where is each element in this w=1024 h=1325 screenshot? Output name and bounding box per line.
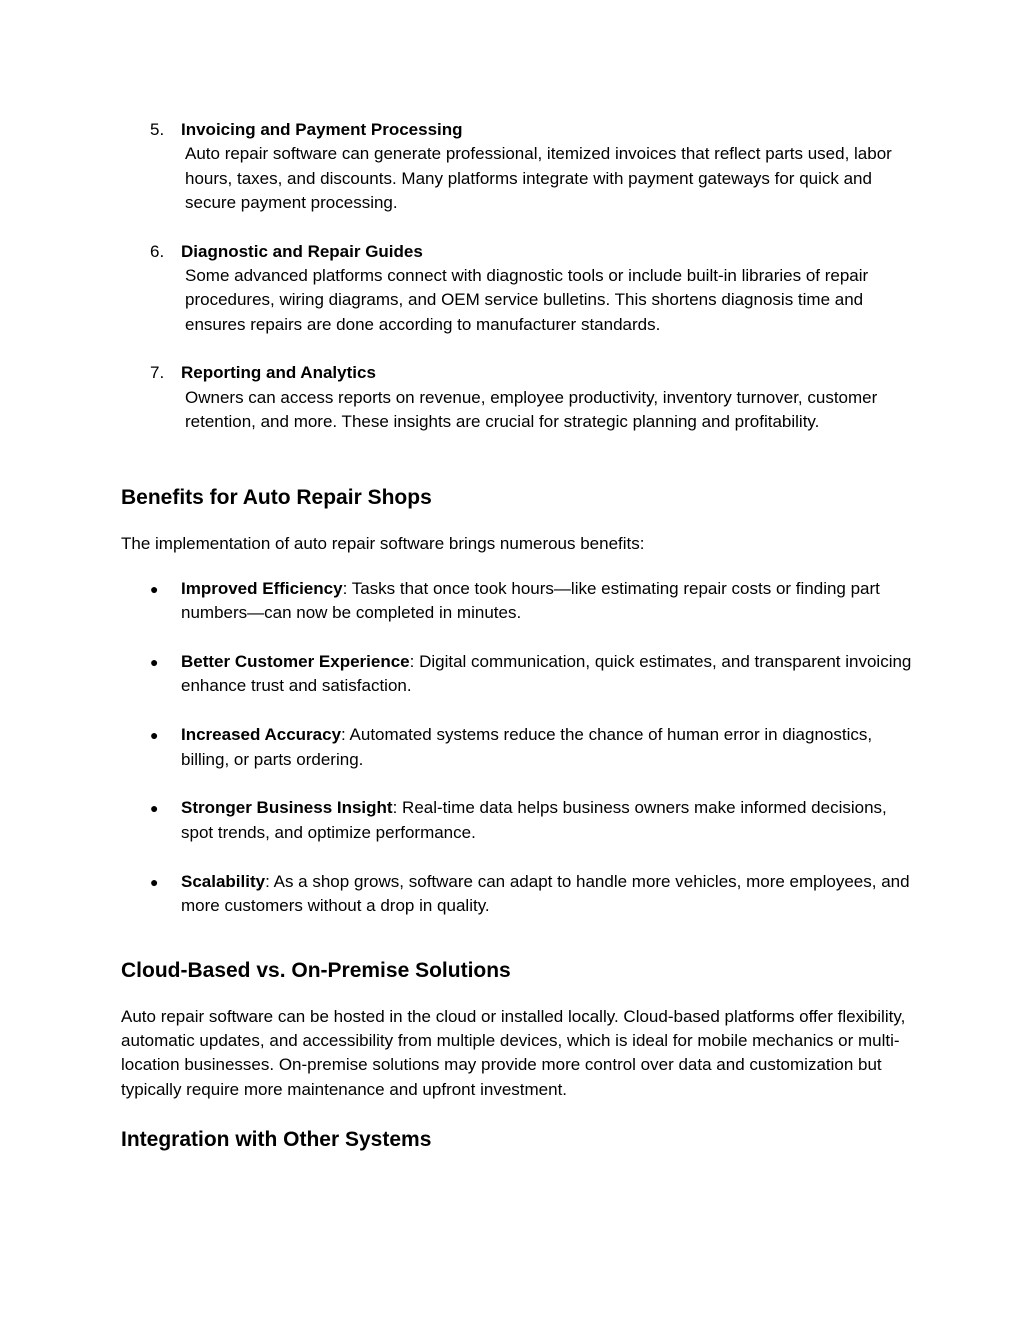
list-item — [121, 240, 914, 338]
list-item — [121, 870, 914, 919]
list-item — [121, 577, 914, 626]
list-item-title: Reporting and Analytics — [181, 363, 376, 383]
list-item-description: Owners can access reports on revenue, employee productivity, inventory turnover, customer retention, and more. These insights are crucial for strategic planning and profitability. — [185, 387, 878, 432]
cloud-paragraph: Auto repair software can be hosted in the cloud or installed locally. Cloud-based platforms offer flexibility, automatic updates, and accessibility from multiple devices, which is ideal for mobile mechanics or multi-location businesses. On-premise solutions may provide more control over data and customization but typically require more maintenance and upfront investment. — [121, 1006, 906, 1099]
list-item — [121, 796, 914, 845]
feature-numbered-list — [121, 118, 914, 434]
list-item — [121, 723, 914, 772]
benefit-title: Scalability — [181, 871, 266, 891]
bullet-icon: ● — [150, 654, 159, 671]
list-item-title: Diagnostic and Repair Guides — [181, 241, 423, 261]
list-item-number: 7. — [150, 363, 165, 383]
list-item-title: Invoicing and Payment Processing — [181, 120, 463, 139]
benefits-bullet-list — [121, 577, 914, 919]
bullet-icon: ● — [150, 727, 159, 744]
list-item-number: 6. — [150, 241, 165, 261]
benefits-intro-paragraph: The implementation of auto repair software brings numerous benefits: — [121, 534, 645, 554]
benefit-title: Increased Accuracy — [181, 725, 342, 745]
list-item-description: Auto repair software can generate professional, itemized invoices that reflect parts used, labor hours, taxes, and discounts. Many platforms integrate with payment gateways for quick and secure payment processing. — [185, 144, 892, 213]
benefit-text: : Real-time data helps business owners make informed decisions, spot trends, and optimize performance. — [181, 798, 887, 842]
section-heading-cloud: Cloud-Based vs. On-Premise Solutions — [121, 958, 511, 982]
benefit-title: Improved Efficiency — [181, 578, 343, 598]
list-item — [121, 650, 914, 699]
benefit-title: Stronger Business Insight — [181, 798, 393, 818]
benefit-text: : Digital communication, quick estimates, and transparent invoicing enhance trust and satisfaction. — [181, 652, 912, 696]
list-item-number: 5. — [150, 120, 165, 139]
benefit-text: : As a shop grows, software can adapt to handle more vehicles, more employees, and more customers without a drop in quality. — [181, 871, 910, 916]
list-item — [121, 118, 914, 216]
list-item-description: Some advanced platforms connect with diagnostic tools or include built-in libraries of repair procedures, wiring diagrams, and OEM service bulletins. This shortens diagnosis time and ensures repairs are done according to manufacturer standards. — [185, 266, 869, 334]
section-heading-integration: Integration with Other Systems — [121, 1128, 432, 1152]
bullet-icon: ● — [150, 580, 159, 597]
bullet-icon: ● — [150, 800, 159, 817]
benefit-text: : Automated systems reduce the chance of human error in diagnostics, billing, or parts ordering. — [181, 725, 873, 769]
section-heading-benefits: Benefits for Auto Repair Shops — [121, 486, 432, 510]
list-item — [121, 361, 914, 434]
bullet-icon: ● — [150, 873, 159, 890]
benefit-title: Better Customer Experience — [181, 652, 410, 672]
benefit-text: : Tasks that once took hours—like estimating repair costs or finding part numbers—can now be completed in minutes. — [181, 578, 880, 623]
